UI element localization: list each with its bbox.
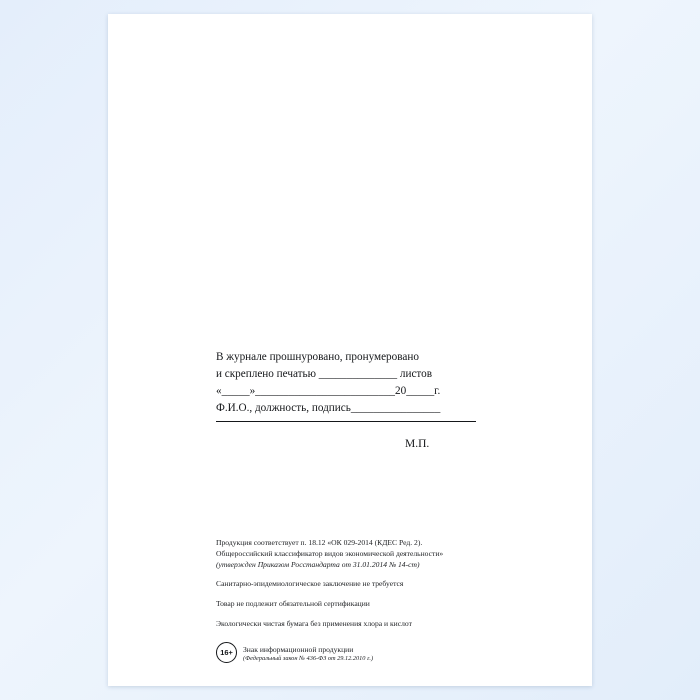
certification-line-3: «_____»_________________________20_____г. [216,385,441,398]
certification-line-4: Ф.И.О., должность, подпись________________ [216,402,441,415]
document-page [108,14,592,686]
certification-block [216,349,516,422]
certification-line-1: В журнале прошнуровано, пронумеровано [216,351,419,363]
legal-classifier-line-2: Общероссийский классификатор видов экономической деятельности» [216,548,444,558]
certification-line-2: и скреплено печатью ______________ листов [216,368,433,381]
info-mark-row [216,642,373,664]
age-rating-icon: 16+ [216,642,237,663]
info-mark-text [243,642,373,664]
info-mark-law: (Федеральный закон № 436-ФЗ от 29.12.2010 г.) [243,655,374,663]
legal-notes [216,538,546,639]
legal-paragraph-eco: Экологически чистая бумага без применения хлора и кислот [216,618,412,628]
legal-paragraph-certification: Товар не подлежит обязательной сертификации [216,599,370,609]
info-mark-title: Знак информационной продукции [243,645,354,654]
signature-rule [216,420,476,422]
legal-paragraph-sanitary: Санитарно-эпидемиологическое заключение не требуется [216,579,404,589]
legal-classifier-line-1: Продукция соответствует п. 18.12 «ОК 029-2014 (КДЕС Ред. 2). [216,538,423,547]
legal-paragraph-classifier [216,538,546,570]
stamp-place-label: М.П. [405,438,430,450]
legal-classifier-line-3: (утвержден Приказом Росстандарта от 31.01.2014 № 14-ст) [216,559,420,569]
